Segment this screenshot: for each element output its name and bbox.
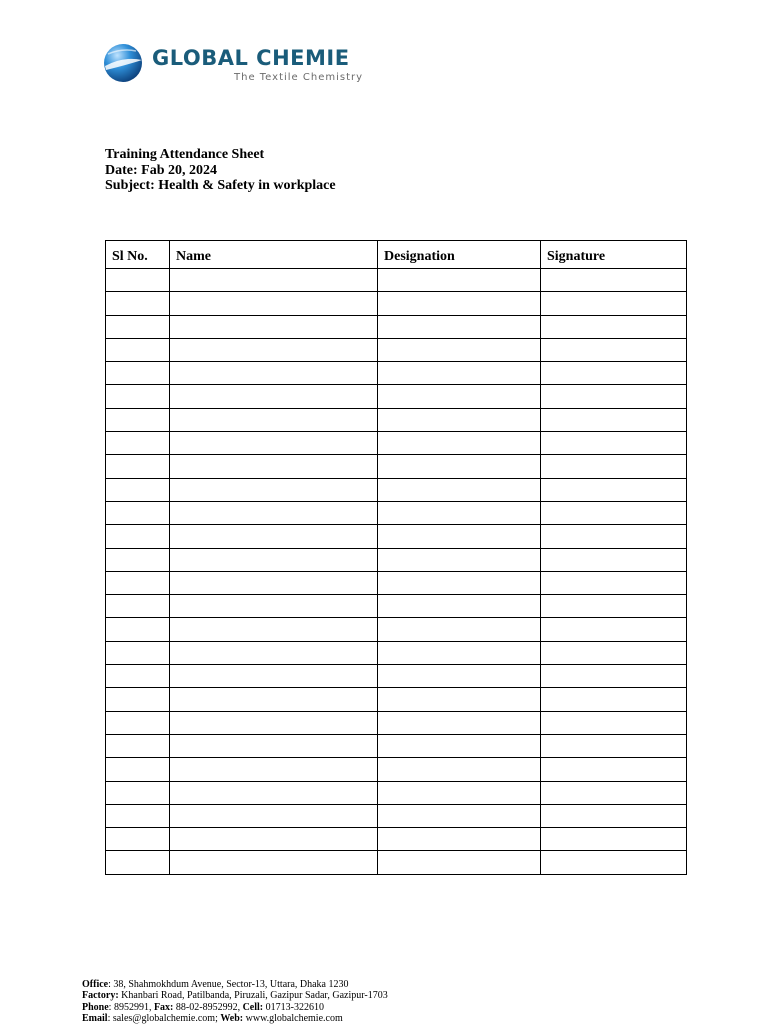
- cell-sl-no[interactable]: [106, 269, 170, 292]
- cell-signature[interactable]: [541, 758, 687, 781]
- table-row: [106, 385, 687, 408]
- table-row: [106, 292, 687, 315]
- table-row: [106, 455, 687, 478]
- table-row: [106, 525, 687, 548]
- cell-designation[interactable]: [378, 408, 541, 431]
- attendance-table: [105, 240, 687, 875]
- email-label: Email: [82, 1012, 108, 1024]
- table-row: [106, 315, 687, 338]
- cell-name[interactable]: [170, 851, 378, 874]
- cell-name[interactable]: [170, 665, 378, 688]
- cell-signature[interactable]: [541, 501, 687, 524]
- cell-signature[interactable]: [541, 408, 687, 431]
- table-row: [106, 338, 687, 361]
- cell-sl-no[interactable]: [106, 571, 170, 594]
- table-row: [106, 851, 687, 874]
- factory-address: Khanbari Road, Patilbanda, Piruzali, Gazipur Sadar, Gazipur-1703: [118, 990, 388, 1002]
- cell-designation[interactable]: [378, 548, 541, 571]
- cell-name[interactable]: [170, 478, 378, 501]
- cell-sl-no[interactable]: [106, 641, 170, 664]
- cell-name[interactable]: [170, 641, 378, 664]
- cell-name[interactable]: [170, 828, 378, 851]
- table-row: [106, 362, 687, 385]
- cell-designation[interactable]: [378, 828, 541, 851]
- fax-number: 88-02-8952992,: [173, 1001, 243, 1013]
- cell-name[interactable]: [170, 525, 378, 548]
- column-header-name: Name: [170, 241, 378, 269]
- column-header-sl-no: Sl No.: [106, 241, 170, 269]
- cell-designation[interactable]: [378, 804, 541, 827]
- cell-sl-no[interactable]: [106, 688, 170, 711]
- cell-designation[interactable]: [378, 315, 541, 338]
- cell-signature[interactable]: [541, 641, 687, 664]
- factory-label: Factory:: [82, 990, 119, 1002]
- cell-designation[interactable]: [378, 641, 541, 664]
- table-row: [106, 641, 687, 664]
- table-row: [106, 734, 687, 757]
- cell-signature[interactable]: [541, 781, 687, 804]
- cell-name[interactable]: [170, 338, 378, 361]
- footer-phone-line: [82, 1002, 388, 1013]
- cell-sl-no[interactable]: [106, 711, 170, 734]
- cell-sl-no[interactable]: [106, 758, 170, 781]
- cell-designation[interactable]: [378, 851, 541, 874]
- cell-sl-no[interactable]: [106, 385, 170, 408]
- cell-name[interactable]: [170, 408, 378, 431]
- cell-label: Cell:: [242, 1001, 264, 1013]
- cell-signature[interactable]: [541, 595, 687, 618]
- sheet-title: Training Attendance Sheet: [105, 147, 265, 162]
- cell-sl-no[interactable]: [106, 804, 170, 827]
- phone-number: : 8952991,: [108, 1001, 154, 1013]
- cell-designation[interactable]: [378, 292, 541, 315]
- cell-name[interactable]: [170, 618, 378, 641]
- column-header-designation: Designation: [378, 241, 541, 269]
- cell-name[interactable]: [170, 269, 378, 292]
- cell-signature[interactable]: [541, 548, 687, 571]
- sheet-date: Date: Fab 20, 2024: [105, 162, 217, 178]
- table-row: [106, 618, 687, 641]
- office-label: Office: [82, 979, 109, 990]
- cell-designation[interactable]: [378, 269, 541, 292]
- cell-designation[interactable]: [378, 501, 541, 524]
- cell-name[interactable]: [170, 595, 378, 618]
- column-header-signature: Signature: [541, 241, 687, 269]
- table-row: [106, 758, 687, 781]
- cell-sl-no[interactable]: [106, 734, 170, 757]
- table-body: [106, 269, 687, 875]
- cell-designation[interactable]: [378, 758, 541, 781]
- cell-signature[interactable]: [541, 571, 687, 594]
- table-row: [106, 711, 687, 734]
- cell-sl-no[interactable]: [106, 501, 170, 524]
- cell-name[interactable]: [170, 385, 378, 408]
- cell-designation[interactable]: [378, 338, 541, 361]
- cell-sl-no[interactable]: [106, 455, 170, 478]
- cell-designation[interactable]: [378, 781, 541, 804]
- cell-sl-no[interactable]: [106, 292, 170, 315]
- cell-signature[interactable]: [541, 665, 687, 688]
- cell-sl-no[interactable]: [106, 851, 170, 874]
- table-row: [106, 548, 687, 571]
- cell-designation[interactable]: [378, 525, 541, 548]
- sheet-subject: Subject: Health & Safety in workplace: [105, 178, 336, 193]
- cell-sl-no[interactable]: [106, 595, 170, 618]
- table-row: [106, 478, 687, 501]
- sheet-heading: [105, 147, 336, 194]
- table-row: [106, 595, 687, 618]
- phone-label: Phone: [82, 1001, 109, 1013]
- cell-designation[interactable]: [378, 455, 541, 478]
- footer-email-line: [82, 1013, 388, 1024]
- table-row: [106, 665, 687, 688]
- table-row: [106, 408, 687, 431]
- cell-number: 01713-322610: [263, 1001, 324, 1013]
- cell-name[interactable]: [170, 758, 378, 781]
- cell-designation[interactable]: [378, 688, 541, 711]
- brand-tagline: The Textile Chemistry: [234, 72, 364, 83]
- cell-name[interactable]: [170, 548, 378, 571]
- cell-signature[interactable]: [541, 851, 687, 874]
- fax-label: Fax:: [153, 1001, 174, 1013]
- cell-name[interactable]: [170, 688, 378, 711]
- cell-signature[interactable]: [541, 804, 687, 827]
- web-label: Web:: [220, 1012, 244, 1024]
- cell-designation[interactable]: [378, 711, 541, 734]
- cell-designation[interactable]: [378, 595, 541, 618]
- brand-name: GLOBAL CHEMIE: [152, 46, 350, 70]
- office-address: : 38, Shahmokhdum Avenue, Sector-13, Uttara, Dhaka 1230: [108, 979, 349, 990]
- cell-signature[interactable]: [541, 315, 687, 338]
- cell-sl-no[interactable]: [106, 315, 170, 338]
- globe-icon: [102, 42, 146, 84]
- cell-signature[interactable]: [541, 688, 687, 711]
- cell-name[interactable]: [170, 501, 378, 524]
- cell-name[interactable]: [170, 362, 378, 385]
- cell-signature[interactable]: [541, 269, 687, 292]
- cell-name[interactable]: [170, 571, 378, 594]
- cell-designation[interactable]: [378, 734, 541, 757]
- table-row: [106, 828, 687, 851]
- cell-name[interactable]: [170, 315, 378, 338]
- cell-sl-no[interactable]: [106, 432, 170, 455]
- table-row: [106, 804, 687, 827]
- cell-signature[interactable]: [541, 711, 687, 734]
- table-row: [106, 781, 687, 804]
- cell-sl-no[interactable]: [106, 478, 170, 501]
- cell-sl-no[interactable]: [106, 338, 170, 361]
- cell-designation[interactable]: [378, 432, 541, 455]
- web-address: www.globalchemie.com: [243, 1012, 343, 1024]
- table-row: [106, 269, 687, 292]
- cell-name[interactable]: [170, 292, 378, 315]
- table-row: [106, 688, 687, 711]
- cell-signature[interactable]: [541, 525, 687, 548]
- cell-signature[interactable]: [541, 455, 687, 478]
- table-row: [106, 571, 687, 594]
- cell-signature[interactable]: [541, 828, 687, 851]
- table-header-row: [106, 241, 687, 269]
- cell-sl-no[interactable]: [106, 618, 170, 641]
- cell-designation[interactable]: [378, 362, 541, 385]
- cell-signature[interactable]: [541, 292, 687, 315]
- cell-designation[interactable]: [378, 571, 541, 594]
- footer-office-line: [82, 979, 388, 990]
- cell-signature[interactable]: [541, 338, 687, 361]
- cell-designation[interactable]: [378, 618, 541, 641]
- cell-name[interactable]: [170, 455, 378, 478]
- email-address: : sales@globalchemie.com;: [107, 1012, 221, 1024]
- cell-sl-no[interactable]: [106, 548, 170, 571]
- cell-name[interactable]: [170, 734, 378, 757]
- cell-sl-no[interactable]: [106, 781, 170, 804]
- cell-sl-no[interactable]: [106, 408, 170, 431]
- table-row: [106, 501, 687, 524]
- footer-contact: [82, 979, 388, 1024]
- cell-sl-no[interactable]: [106, 525, 170, 548]
- cell-signature[interactable]: [541, 618, 687, 641]
- cell-name[interactable]: [170, 432, 378, 455]
- table-row: [106, 432, 687, 455]
- cell-signature[interactable]: [541, 432, 687, 455]
- cell-sl-no[interactable]: [106, 665, 170, 688]
- cell-name[interactable]: [170, 711, 378, 734]
- cell-signature[interactable]: [541, 734, 687, 757]
- cell-designation[interactable]: [378, 478, 541, 501]
- company-logo: [102, 42, 382, 86]
- cell-designation[interactable]: [378, 385, 541, 408]
- cell-signature[interactable]: [541, 362, 687, 385]
- cell-sl-no[interactable]: [106, 362, 170, 385]
- cell-sl-no[interactable]: [106, 828, 170, 851]
- cell-name[interactable]: [170, 804, 378, 827]
- cell-designation[interactable]: [378, 665, 541, 688]
- cell-signature[interactable]: [541, 385, 687, 408]
- cell-signature[interactable]: [541, 478, 687, 501]
- cell-name[interactable]: [170, 781, 378, 804]
- footer-factory-line: [82, 990, 388, 1001]
